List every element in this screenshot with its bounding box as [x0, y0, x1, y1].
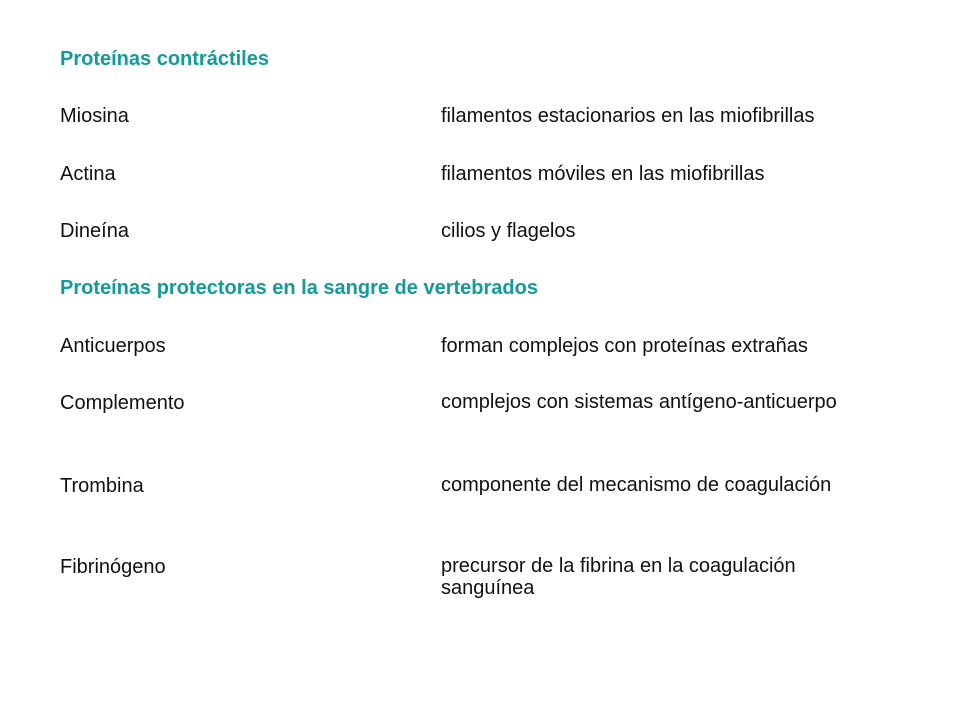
description-complemento: complejos con sistemas antígeno-anticuerpo	[441, 391, 837, 413]
term-trombina: Trombina	[60, 475, 144, 497]
description-actina: filamentos móviles en las miofibrillas	[441, 163, 765, 185]
section-heading-protective: Proteínas protectoras en la sangre de vertebrados	[60, 277, 538, 299]
description-miosina: filamentos estacionarios en las miofibrillas	[441, 105, 815, 127]
term-anticuerpos: Anticuerpos	[60, 335, 166, 357]
description-anticuerpos: forman complejos con proteínas extrañas	[441, 335, 808, 357]
term-actina: Actina	[60, 163, 116, 185]
description-fibrinogeno: precursor de la fibrina en la coagulación sanguínea	[441, 555, 796, 599]
term-fibrinogeno: Fibrinógeno	[60, 556, 166, 578]
section-heading-contractile: Proteínas contráctiles	[60, 48, 269, 70]
term-dineina: Dineína	[60, 220, 129, 242]
term-miosina: Miosina	[60, 105, 129, 127]
description-dineina: cilios y flagelos	[441, 220, 576, 242]
term-complemento: Complemento	[60, 392, 185, 414]
description-trombina: componente del mecanismo de coagulación	[441, 474, 832, 496]
